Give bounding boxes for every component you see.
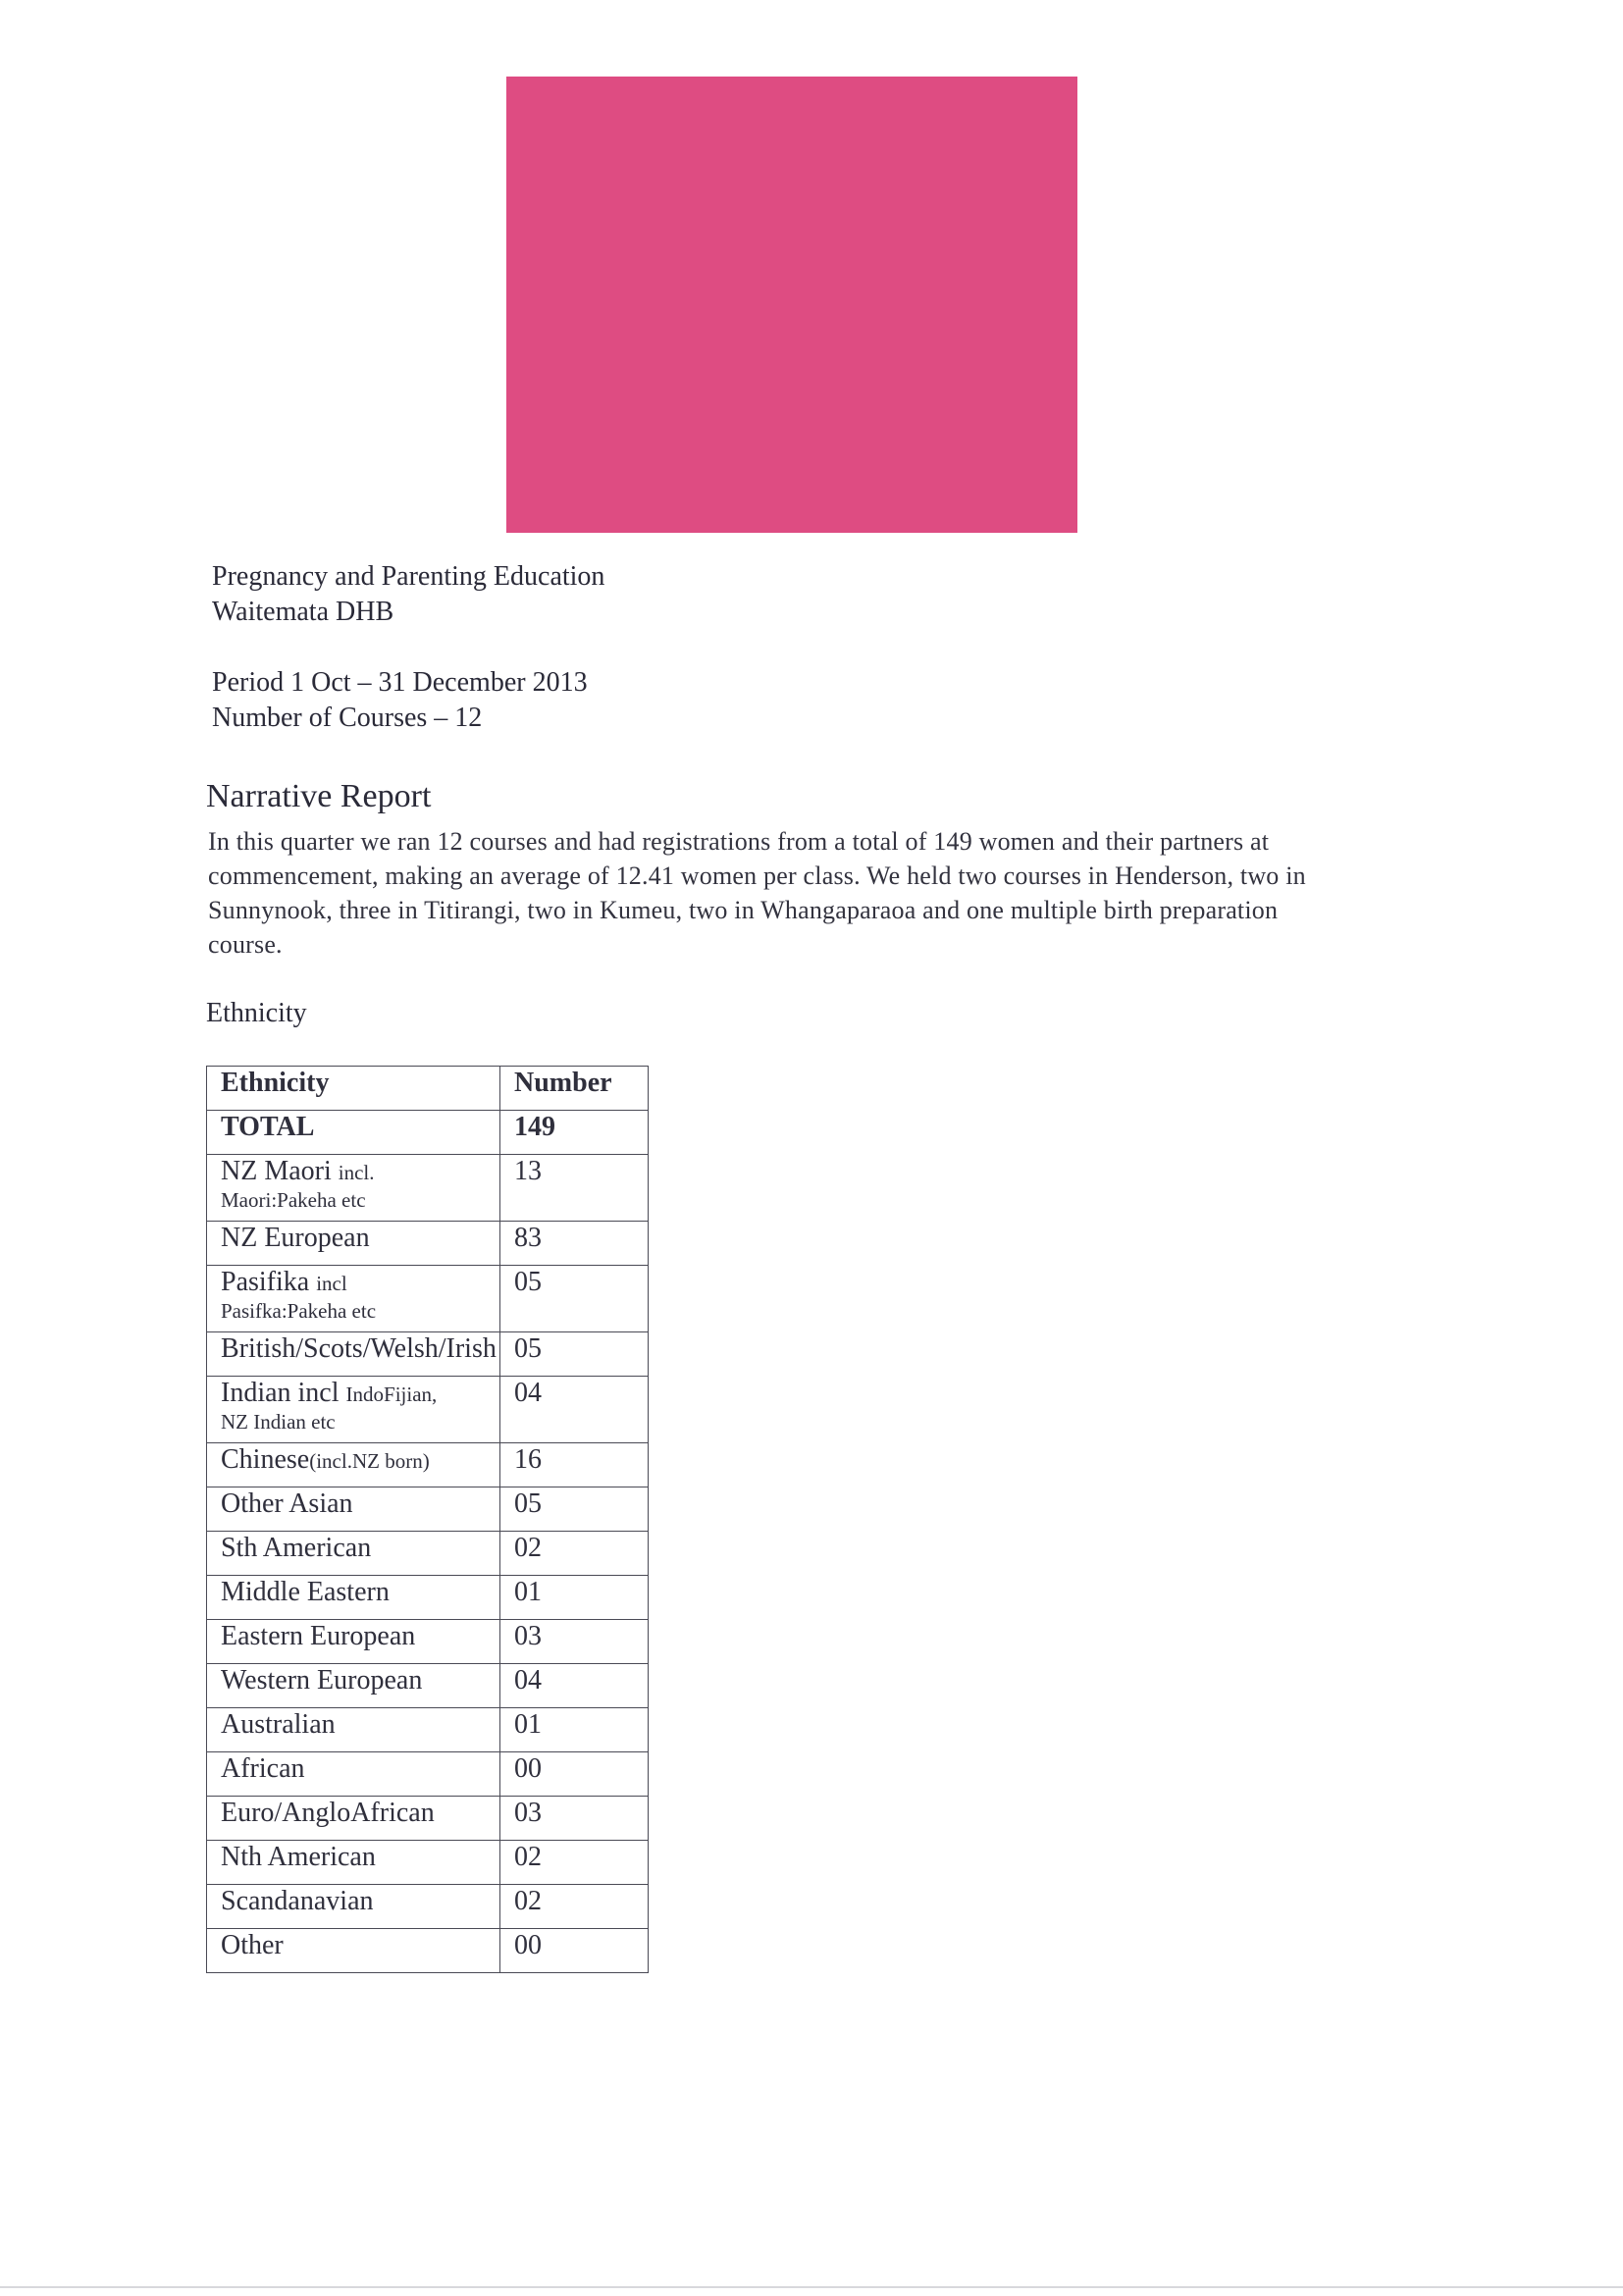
table-total-row <box>207 1111 649 1155</box>
table-row <box>207 1487 649 1532</box>
redacted-logo-block <box>506 77 1077 533</box>
ethnicity-name-cell <box>207 1443 500 1487</box>
document-header <box>212 559 604 630</box>
table-row <box>207 1332 649 1377</box>
ethnicity-name: Sth American <box>221 1533 372 1563</box>
table-header-row <box>207 1067 649 1111</box>
ethnicity-name-cell <box>207 1155 500 1222</box>
total-label: TOTAL <box>207 1111 500 1155</box>
period-info <box>212 665 588 736</box>
ethnicity-name: Chinese <box>221 1444 310 1475</box>
ethnicity-name-cell <box>207 1332 500 1377</box>
ethnicity-number: 05 <box>500 1332 649 1377</box>
scan-edge-line <box>0 2286 1623 2288</box>
table-row <box>207 1664 649 1708</box>
ethnicity-name-cell <box>207 1797 500 1841</box>
ethnicity-name-cell <box>207 1708 500 1752</box>
ethnicity-name: Indian incl <box>221 1378 340 1408</box>
header-ethnicity: Ethnicity <box>207 1067 500 1111</box>
ethnicity-qualifier: (incl.NZ born) <box>309 1449 430 1473</box>
ethnicity-number: 02 <box>500 1532 649 1576</box>
ethnicity-number: 03 <box>500 1620 649 1664</box>
ethnicity-number: 13 <box>500 1155 649 1222</box>
table-row <box>207 1377 649 1443</box>
ethnicity-name: Middle Eastern <box>221 1577 390 1607</box>
ethnicity-name-cell <box>207 1576 500 1620</box>
table-row <box>207 1708 649 1752</box>
ethnicity-name-cell <box>207 1532 500 1576</box>
ethnicity-name-cell <box>207 1885 500 1929</box>
table-row <box>207 1266 649 1332</box>
ethnicity-name: Scandanavian <box>221 1886 374 1916</box>
ethnicity-name: NZ Maori <box>221 1156 332 1186</box>
narrative-title: Narrative Report <box>206 778 432 814</box>
total-number: 149 <box>500 1111 649 1155</box>
organisation-name: Waitemata DHB <box>212 597 394 627</box>
table-row <box>207 1841 649 1885</box>
ethnicity-number: 00 <box>500 1752 649 1797</box>
header-number: Number <box>500 1067 649 1111</box>
ethnicity-name: Other Asian <box>221 1488 353 1519</box>
ethnicity-number: 03 <box>500 1797 649 1841</box>
ethnicity-number: 02 <box>500 1841 649 1885</box>
ethnicity-number: 04 <box>500 1664 649 1708</box>
table-row <box>207 1576 649 1620</box>
ethnicity-name-cell <box>207 1222 500 1266</box>
table-row <box>207 1443 649 1487</box>
ethnicity-number: 01 <box>500 1576 649 1620</box>
ethnicity-name: Other <box>221 1930 284 1960</box>
ethnicity-name-cell <box>207 1841 500 1885</box>
table-row <box>207 1620 649 1664</box>
ethnicity-name: African <box>221 1753 305 1784</box>
ethnicity-name: British/Scots/Welsh/Irish <box>221 1333 497 1364</box>
ethnicity-number: 05 <box>500 1266 649 1332</box>
ethnicity-number: 05 <box>500 1487 649 1532</box>
table-row <box>207 1532 649 1576</box>
ethnicity-subnote: Maori:Pakeha etc <box>221 1188 366 1212</box>
ethnicity-name-cell <box>207 1752 500 1797</box>
table-row <box>207 1929 649 1973</box>
ethnicity-qualifier: incl <box>316 1272 347 1295</box>
ethnicity-section-label: Ethnicity <box>206 998 307 1028</box>
ethnicity-number: 00 <box>500 1929 649 1973</box>
ethnicity-qualifier: incl. <box>338 1161 375 1184</box>
ethnicity-name: Pasifika <box>221 1267 310 1297</box>
table-row <box>207 1885 649 1929</box>
ethnicity-name-cell <box>207 1664 500 1708</box>
table-row <box>207 1797 649 1841</box>
ethnicity-subnote: NZ Indian etc <box>221 1410 336 1434</box>
ethnicity-qualifier: IndoFijian, <box>345 1383 438 1406</box>
period-dates: Period 1 Oct – 31 December 2013 <box>212 667 588 698</box>
table-row <box>207 1752 649 1797</box>
ethnicity-number: 16 <box>500 1443 649 1487</box>
ethnicity-name-cell <box>207 1487 500 1532</box>
ethnicity-number: 02 <box>500 1885 649 1929</box>
ethnicity-number: 01 <box>500 1708 649 1752</box>
ethnicity-name-cell <box>207 1377 500 1443</box>
ethnicity-subnote: Pasifka:Pakeha etc <box>221 1299 377 1323</box>
table-row <box>207 1155 649 1222</box>
narrative-body: In this quarter we ran 12 courses and had registrations from a total of 149 women and their partners at commencement, making an average of 12.41 women per class. We held two courses in Henderson, two in Sunnynook, three in Titirangi, two in Kumeu, two in Whangaparaoa and one multiple birth preparation course. <box>208 827 1306 959</box>
ethnicity-name: Euro/AngloAfrican <box>221 1798 435 1828</box>
ethnicity-name: Australian <box>221 1709 336 1740</box>
course-count: Number of Courses – 12 <box>212 703 483 733</box>
ethnicity-name-cell <box>207 1266 500 1332</box>
ethnicity-name-cell <box>207 1620 500 1664</box>
ethnicity-name: Nth American <box>221 1842 376 1872</box>
programme-title: Pregnancy and Parenting Education <box>212 561 605 592</box>
ethnicity-table <box>206 1066 649 1973</box>
ethnicity-name: Western European <box>221 1665 423 1696</box>
ethnicity-number: 83 <box>500 1222 649 1266</box>
ethnicity-name: Eastern European <box>221 1621 416 1651</box>
ethnicity-name-cell <box>207 1929 500 1973</box>
table-row <box>207 1222 649 1266</box>
ethnicity-name: NZ European <box>221 1223 370 1253</box>
ethnicity-number: 04 <box>500 1377 649 1443</box>
